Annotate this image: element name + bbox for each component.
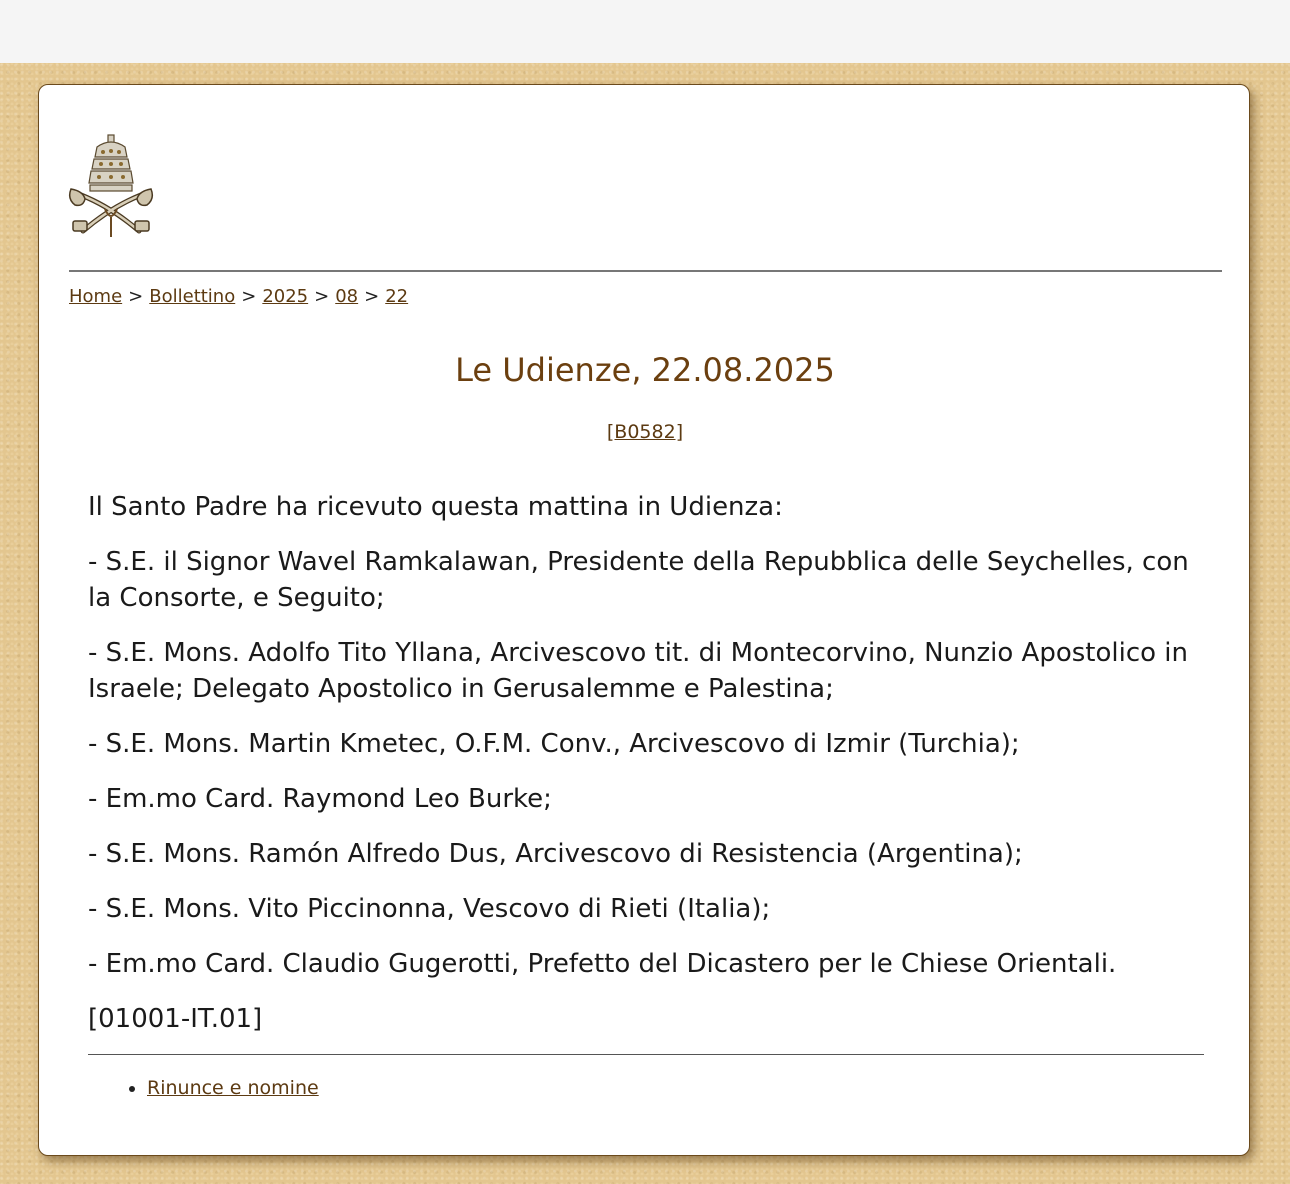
header-divider (69, 270, 1222, 272)
breadcrumb-separator: > (364, 286, 380, 307)
list-item (147, 1077, 319, 1099)
breadcrumb-year-link[interactable]: 2025 (262, 286, 309, 307)
article-intro: Il Santo Padre ha ricevuto questa mattina in Udienza: (88, 492, 783, 522)
page-title: Le Udienze, 22.08.2025 (455, 351, 835, 389)
audience-item: - S.E. Mons. Adolfo Tito Yllana, Arcivescovo tit. di Montecorvino, Nunzio Apostolico in Israele; Delegato Apostolico in Gerusalemme e Palestina; (88, 638, 1189, 704)
audience-item: - S.E. Mons. Martin Kmetec, O.F.M. Conv., Arcivescovo di Izmir (Turchia); (88, 729, 1020, 759)
breadcrumb-separator: > (128, 286, 144, 307)
breadcrumb-home-link[interactable]: Home (69, 286, 123, 307)
article-code: [01001-IT.01] (88, 1004, 263, 1034)
audience-item: - S.E. il Signor Wavel Ramkalawan, Presidente della Repubblica delle Seychelles, con la Consorte, e Seguito; (88, 547, 1189, 613)
bulletin-reference-link[interactable]: [B0582] (606, 421, 684, 443)
audience-item: - Em.mo Card. Raymond Leo Burke; (88, 784, 552, 814)
papal-coat-of-arms-icon (67, 133, 155, 239)
audience-item: - S.E. Mons. Vito Piccinonna, Vescovo di Rieti (Italia); (88, 894, 771, 924)
footer-divider (88, 1054, 1204, 1055)
breadcrumb-month-link[interactable]: 08 (335, 286, 359, 307)
browser-top-bar (0, 0, 1290, 63)
related-links-list (119, 1077, 319, 1099)
breadcrumb (69, 286, 408, 307)
content-card (38, 84, 1250, 1156)
audience-item: - Em.mo Card. Claudio Gugerotti, Prefetto del Dicastero per le Chiese Orientali. (88, 949, 1117, 979)
breadcrumb-bollettino-link[interactable]: Bollettino (149, 286, 236, 307)
breadcrumb-day-link[interactable]: 22 (385, 286, 409, 307)
audience-item: - S.E. Mons. Ramón Alfredo Dus, Arcivescovo di Resistencia (Argentina); (88, 839, 1023, 869)
rinunce-e-nomine-link[interactable]: Rinunce e nomine (147, 1077, 319, 1099)
bulletin-reference (39, 421, 1251, 443)
breadcrumb-separator: > (241, 286, 257, 307)
breadcrumb-separator: > (314, 286, 330, 307)
article-body (88, 489, 1218, 1056)
